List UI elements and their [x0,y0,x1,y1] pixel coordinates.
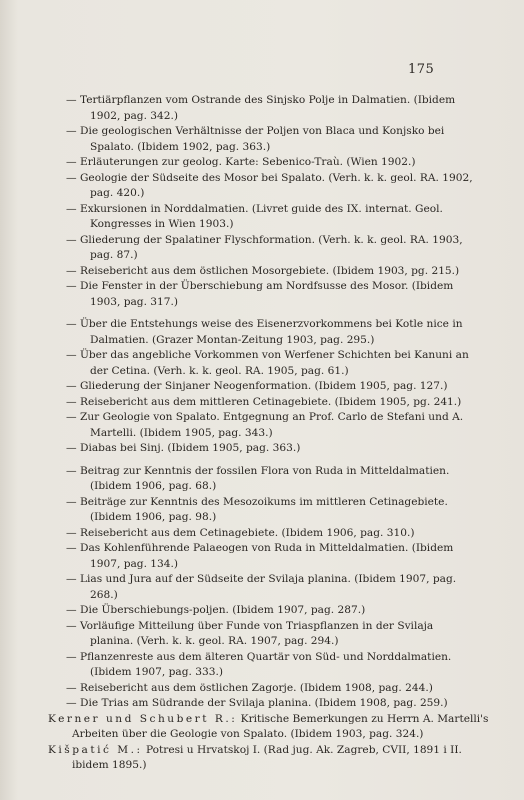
bibliography-entry: — Gliederung der Sinjaner Neogenformation. (Ibidem 1905, pag. 127.) [66,380,448,392]
bibliography-entry: — Über die Entstehungs weise des Eisenerzvorkommens bei Kotle nice in Dalmatien. (Grazer Montan-Zeitung 1903, pag. 295.) [66,318,463,346]
bibliography-entry: — Geologie der Südseite des Mosor bei Spalato. (Verh. k. k. geol. RA. 1902, pag. 420.) [66,171,473,199]
bibliography-entry: — Reisebericht aus dem östlichen Mosorgebiete. (Ibidem 1903, pg. 215.) [66,264,460,277]
bibliography-entry: — Reisebericht aus dem mittleren Cetinagebiete. (Ibidem 1905, pg. 241.) [66,395,462,408]
bibliography-entry: — Die Trias am Südrande der Svilaja planina. (Ibidem 1908, pag. 259.) [66,697,448,709]
bibliography-entry: — Die geologischen Verhältnisse der Poljen von Blaca und Konjsko bei Spalato. (Ibidem 1902, pag. 363.) [66,125,445,153]
bibliography-entry: — Gliederung der Spalatiner Flyschformation. (Verh. k. k. geol. RA. 1903, pag. 87.) [66,233,463,261]
bibliography-entry: — Erläuterungen zur geolog. Karte: Sebenico-Traù. (Wien 1902.) [66,156,416,168]
bibliography-entry: — Diabas bei Sinj. (Ibidem 1905, pag. 363.) [66,442,301,454]
bibliography-entry: — Die Überschiebungs-poljen. (Ibidem 1907, pag. 287.) [66,604,366,616]
bibliography-entry: — Reisebericht aus dem östlichen Zagorje. (Ibidem 1908, pag. 244.) [66,681,433,694]
bibliography-entry: — Tertiärpflanzen vom Ostrande des Sinjsko Polje in Dalmatien. (Ibidem 1902, pag. 342.) [66,94,456,122]
bibliography-entry: — Das Kohlenführende Palaeogen von Ruda in Mitteldalmatien. (Ibidem 1907, pag. 134.) [66,542,454,570]
author-entry-text: Potresi u Hrvatskoj I. (Rad jug. Ak. Zagreb, CVII, 1891 i II. ibidem 1895.) [72,743,462,771]
bibliography-entry: — Vorläufige Mitteilung über Funde von Triaspflanzen in der Svilaja planina. (Verh. k. k. geol. RA. 1907, pag. 294.) [66,619,434,647]
author-entry [48,712,498,743]
bibliography-entry: — Exkursionen in Norddalmatien. (Livret guide des IX. internat. Geol. Kongresses in Wien 1903.) [66,202,443,230]
bibliography-entry: — Über das angebliche Vorkommen von Werfener Schichten bei Kanuni an der Cetina. (Verh. k. k. geol. RA. 1905, pag. 61.) [66,349,469,377]
bibliography-list [48,93,489,774]
author-entry-text: Kritische Bemerkungen zu Herrn A. Martelli's Arbeiten über die Geologie von Spalato. (Ibidem 1903, pag. 324.) [72,712,489,740]
bibliography-entry: — Die Fenster in der Überschiebung am Nordfsusse des Mosor. (Ibidem 1903, pag. 317.) [66,280,454,308]
author-name: Kerner und Schubert R.: [48,712,238,725]
author-entry [48,743,498,774]
bibliography-entry: — Pflanzenreste aus dem älteren Quartär von Süd- und Norddalmatien. (Ibidem 1907, pag. 333.) [66,650,452,678]
bibliography-entry: — Reisebericht aus dem Cetinagebiete. (Ibidem 1906, pag. 310.) [66,526,415,539]
bibliography-entry: — Zur Geologie von Spalato. Entgegnung an Prof. Carlo de Stefani und A. Martelli. (Ibidem 1905, pag. 343.) [66,411,464,439]
bibliography-entry: — Lias und Jura auf der Südseite der Svilaja planina. (Ibidem 1907, pag. 268.) [66,573,457,601]
bibliography-entry: — Beitrag zur Kenntnis der fossilen Flora von Ruda in Mitteldalmatien. (Ibidem 1906, pag. 68.) [66,464,450,492]
author-name: Kišpatić M.: [48,743,143,756]
bibliography-entry: — Beiträge zur Kenntnis des Mesozoikums im mittleren Cetinagebiete. (Ibidem 1906, pag. 98.) [66,495,448,523]
page-number: 175 [408,62,435,77]
